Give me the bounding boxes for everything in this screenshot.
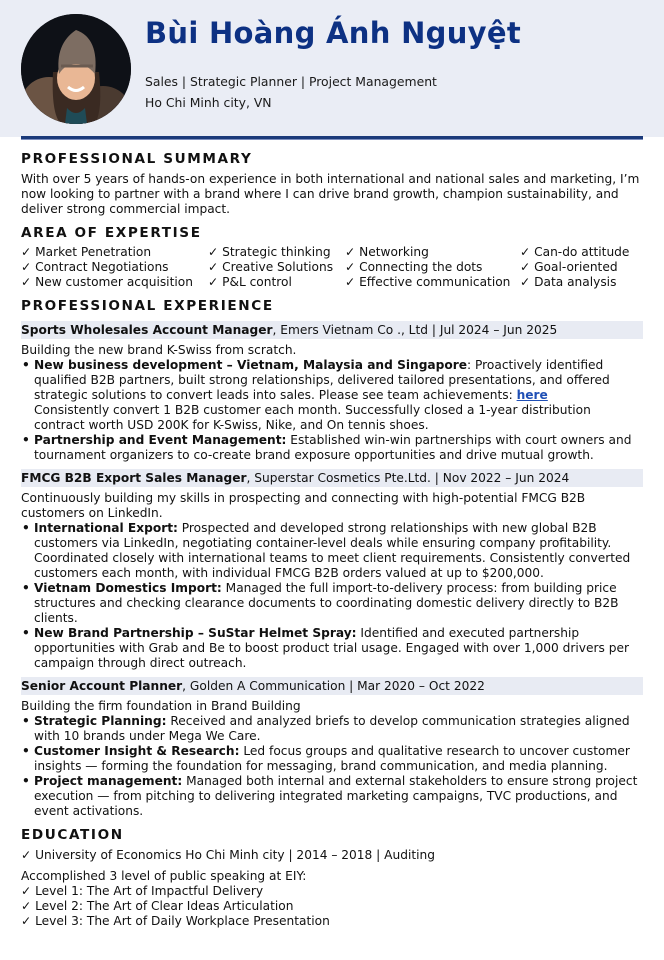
bullet-icon: • bbox=[22, 433, 30, 447]
job-role: Sports Wholesales Account Manager bbox=[21, 323, 273, 337]
bullet-icon: • bbox=[22, 774, 30, 788]
job-bullet: • Partnership and Event Management: Established win-win partnerships with court owners and tournament organizers to co-create brand exposure opportunities and drive mutual growth. bbox=[22, 433, 632, 462]
expertise-item: ✓ Contract Negotiations bbox=[21, 260, 169, 274]
bullet-icon: • bbox=[22, 744, 30, 758]
job-bullet: • Project management: Managed both internal and external stakeholders to ensure strong project execution — from pitching to delivering integrated marketing campaigns, TVC productions, and event activations. bbox=[22, 774, 638, 818]
check-icon: ✓ bbox=[21, 275, 32, 289]
job-details: , Emers Vietnam Co ., Ltd | Jul 2024 – Jun 2025 bbox=[272, 323, 558, 337]
check-icon: ✓ bbox=[345, 275, 356, 289]
job-bullet: • New business development – Vietnam, Malaysia and Singapore: Proactively identified qualified B2B partners, built strong relationships, delivered tailored presentations, and offered strategic solutions to convert leads into sales. Please see team achievements: here Consistently convert 1 B2B customer each month. Successfully closed a 1-year distribution contract worth USD 200K for K-Swiss, Nike, and On tennis shoes. bbox=[22, 358, 610, 432]
bullet-icon: • bbox=[22, 581, 30, 595]
job-intro: Continuously building my skills in prospecting and connecting with high-potential FMCG B2B customers on LinkedIn. bbox=[21, 491, 586, 520]
job-intro: Building the firm foundation in Brand Building bbox=[21, 699, 301, 713]
resume-body bbox=[21, 150, 643, 929]
job-bullet: • Customer Insight & Research: Led focus groups and qualitative research to uncover customer insights — forming the foundation for messaging, brand communication, and media planning. bbox=[22, 744, 630, 773]
summary-heading: PROFESSIONAL SUMMARY bbox=[21, 151, 253, 167]
expertise-item: ✓ Networking bbox=[345, 245, 429, 259]
bullet-lead: New business development – Vietnam, Malaysia and Singapore bbox=[34, 358, 468, 372]
check-icon: ✓ bbox=[21, 848, 32, 862]
check-icon: ✓ bbox=[208, 275, 219, 289]
job-header bbox=[21, 677, 643, 695]
bullet-lead: Strategic Planning: bbox=[34, 714, 167, 728]
candidate-tagline: Sales | Strategic Planner | Project Management bbox=[145, 74, 437, 89]
expertise-item: ✓ Can-do attitude bbox=[520, 245, 630, 259]
bullet-lead: Project management: bbox=[34, 774, 183, 788]
job-role: Senior Account Planner bbox=[21, 679, 183, 693]
summary-text: With over 5 years of hands-on experience in both international and national sales and marketing, I’m now looking to partner with a brand where I can drive brand growth, champion sustainability, and deliver strong commercial impact. bbox=[21, 172, 640, 216]
candidate-name: Bùi Hoàng Ánh Nguyệt bbox=[145, 16, 521, 50]
bullet-lead: New Brand Partnership – SuStar Helmet Spray: bbox=[34, 626, 357, 640]
job-bullets bbox=[21, 714, 643, 819]
candidate-location: Ho Chi Minh city, VN bbox=[145, 95, 272, 110]
speaking-level: ✓ Level 3: The Art of Daily Workplace Presentation bbox=[21, 914, 330, 928]
bullet-lead: International Export: bbox=[34, 521, 178, 535]
expertise-heading: AREA OF EXPERTISE bbox=[21, 225, 202, 241]
speaking-intro: Accomplished 3 level of public speaking at EIY: bbox=[21, 869, 307, 883]
check-icon: ✓ bbox=[21, 260, 32, 274]
check-icon: ✓ bbox=[208, 260, 219, 274]
check-icon: ✓ bbox=[21, 899, 32, 913]
expertise-item: ✓ Effective communication bbox=[345, 275, 511, 289]
check-icon: ✓ bbox=[520, 260, 531, 274]
bullet-lead: Vietnam Domestics Import: bbox=[34, 581, 222, 595]
check-icon: ✓ bbox=[345, 260, 356, 274]
bullet-lead: Customer Insight & Research: bbox=[34, 744, 240, 758]
header-divider bbox=[21, 136, 643, 140]
expertise-item: ✓ Strategic thinking bbox=[208, 245, 331, 259]
speaking-level: ✓ Level 2: The Art of Clear Ideas Articulation bbox=[21, 899, 294, 913]
job-header bbox=[21, 469, 643, 487]
job-bullet: • Strategic Planning: Received and analyzed briefs to develop communication strategies aligned with 10 brands under Mega We Care. bbox=[22, 714, 630, 743]
expertise-item: ✓ P&L control bbox=[208, 275, 292, 289]
job-bullets bbox=[21, 358, 643, 463]
expertise-item: ✓ New customer acquisition bbox=[21, 275, 193, 289]
job-details: , Superstar Cosmetics Pte.Ltd. | Nov 2022 – Jun 2024 bbox=[246, 471, 570, 485]
check-icon: ✓ bbox=[345, 245, 356, 259]
bullet-icon: • bbox=[22, 626, 30, 640]
bullet-icon: • bbox=[22, 358, 30, 372]
job-bullet: • New Brand Partnership – SuStar Helmet Spray: Identified and executed partnership opportunities with Grab and Be to boost product trial usage. Engaged with over 1,000 drivers per campaign through direct outreach. bbox=[22, 626, 629, 670]
experience-heading: PROFESSIONAL EXPERIENCE bbox=[21, 298, 274, 314]
education-heading: EDUCATION bbox=[21, 827, 124, 843]
bullet-icon: • bbox=[22, 521, 30, 535]
check-icon: ✓ bbox=[208, 245, 219, 259]
team-achievements-link[interactable]: here bbox=[516, 388, 548, 402]
job-bullet: • International Export: Prospected and developed strong relationships with new global B2B customers via LinkedIn, negotiating container-level deals while ensuring company profitability. Coordinated closely with international teams to meet client requirements. Consistently converted customers each month, with individual FMCG B2B orders valued at up to $200,000. bbox=[22, 521, 631, 580]
bullet-lead: Partnership and Event Management: bbox=[34, 433, 287, 447]
expertise-item: ✓ Goal-oriented bbox=[520, 260, 618, 274]
speaking-level: ✓ Level 1: The Art of Impactful Delivery bbox=[21, 884, 264, 898]
expertise-item: ✓ Data analysis bbox=[520, 275, 617, 289]
profile-photo-illustration bbox=[21, 14, 131, 124]
check-icon: ✓ bbox=[520, 275, 531, 289]
bullet-icon: • bbox=[22, 714, 30, 728]
job-details: , Golden A Communication | Mar 2020 – Oct 2022 bbox=[182, 679, 485, 693]
education-university: ✓ University of Economics Ho Chi Minh city | 2014 – 2018 | Auditing bbox=[21, 848, 435, 862]
job-bullets bbox=[21, 521, 643, 671]
check-icon: ✓ bbox=[21, 884, 32, 898]
job-intro: Building the new brand K-Swiss from scratch. bbox=[21, 343, 297, 357]
check-icon: ✓ bbox=[21, 914, 32, 928]
expertise-item: ✓ Creative Solutions bbox=[208, 260, 334, 274]
job-header bbox=[21, 321, 643, 339]
expertise-item: ✓ Connecting the dots bbox=[345, 260, 483, 274]
expertise-item: ✓ Market Penetration bbox=[21, 245, 152, 259]
profile-photo bbox=[21, 14, 131, 124]
check-icon: ✓ bbox=[21, 245, 32, 259]
check-icon: ✓ bbox=[520, 245, 531, 259]
job-bullet: • Vietnam Domestics Import: Managed the full import-to-delivery process: from building price structures and checking clearance documents to coordinating domestic delivery directly to B2B clients. bbox=[22, 581, 619, 625]
expertise-grid bbox=[21, 245, 643, 290]
job-role: FMCG B2B Export Sales Manager bbox=[21, 471, 247, 485]
